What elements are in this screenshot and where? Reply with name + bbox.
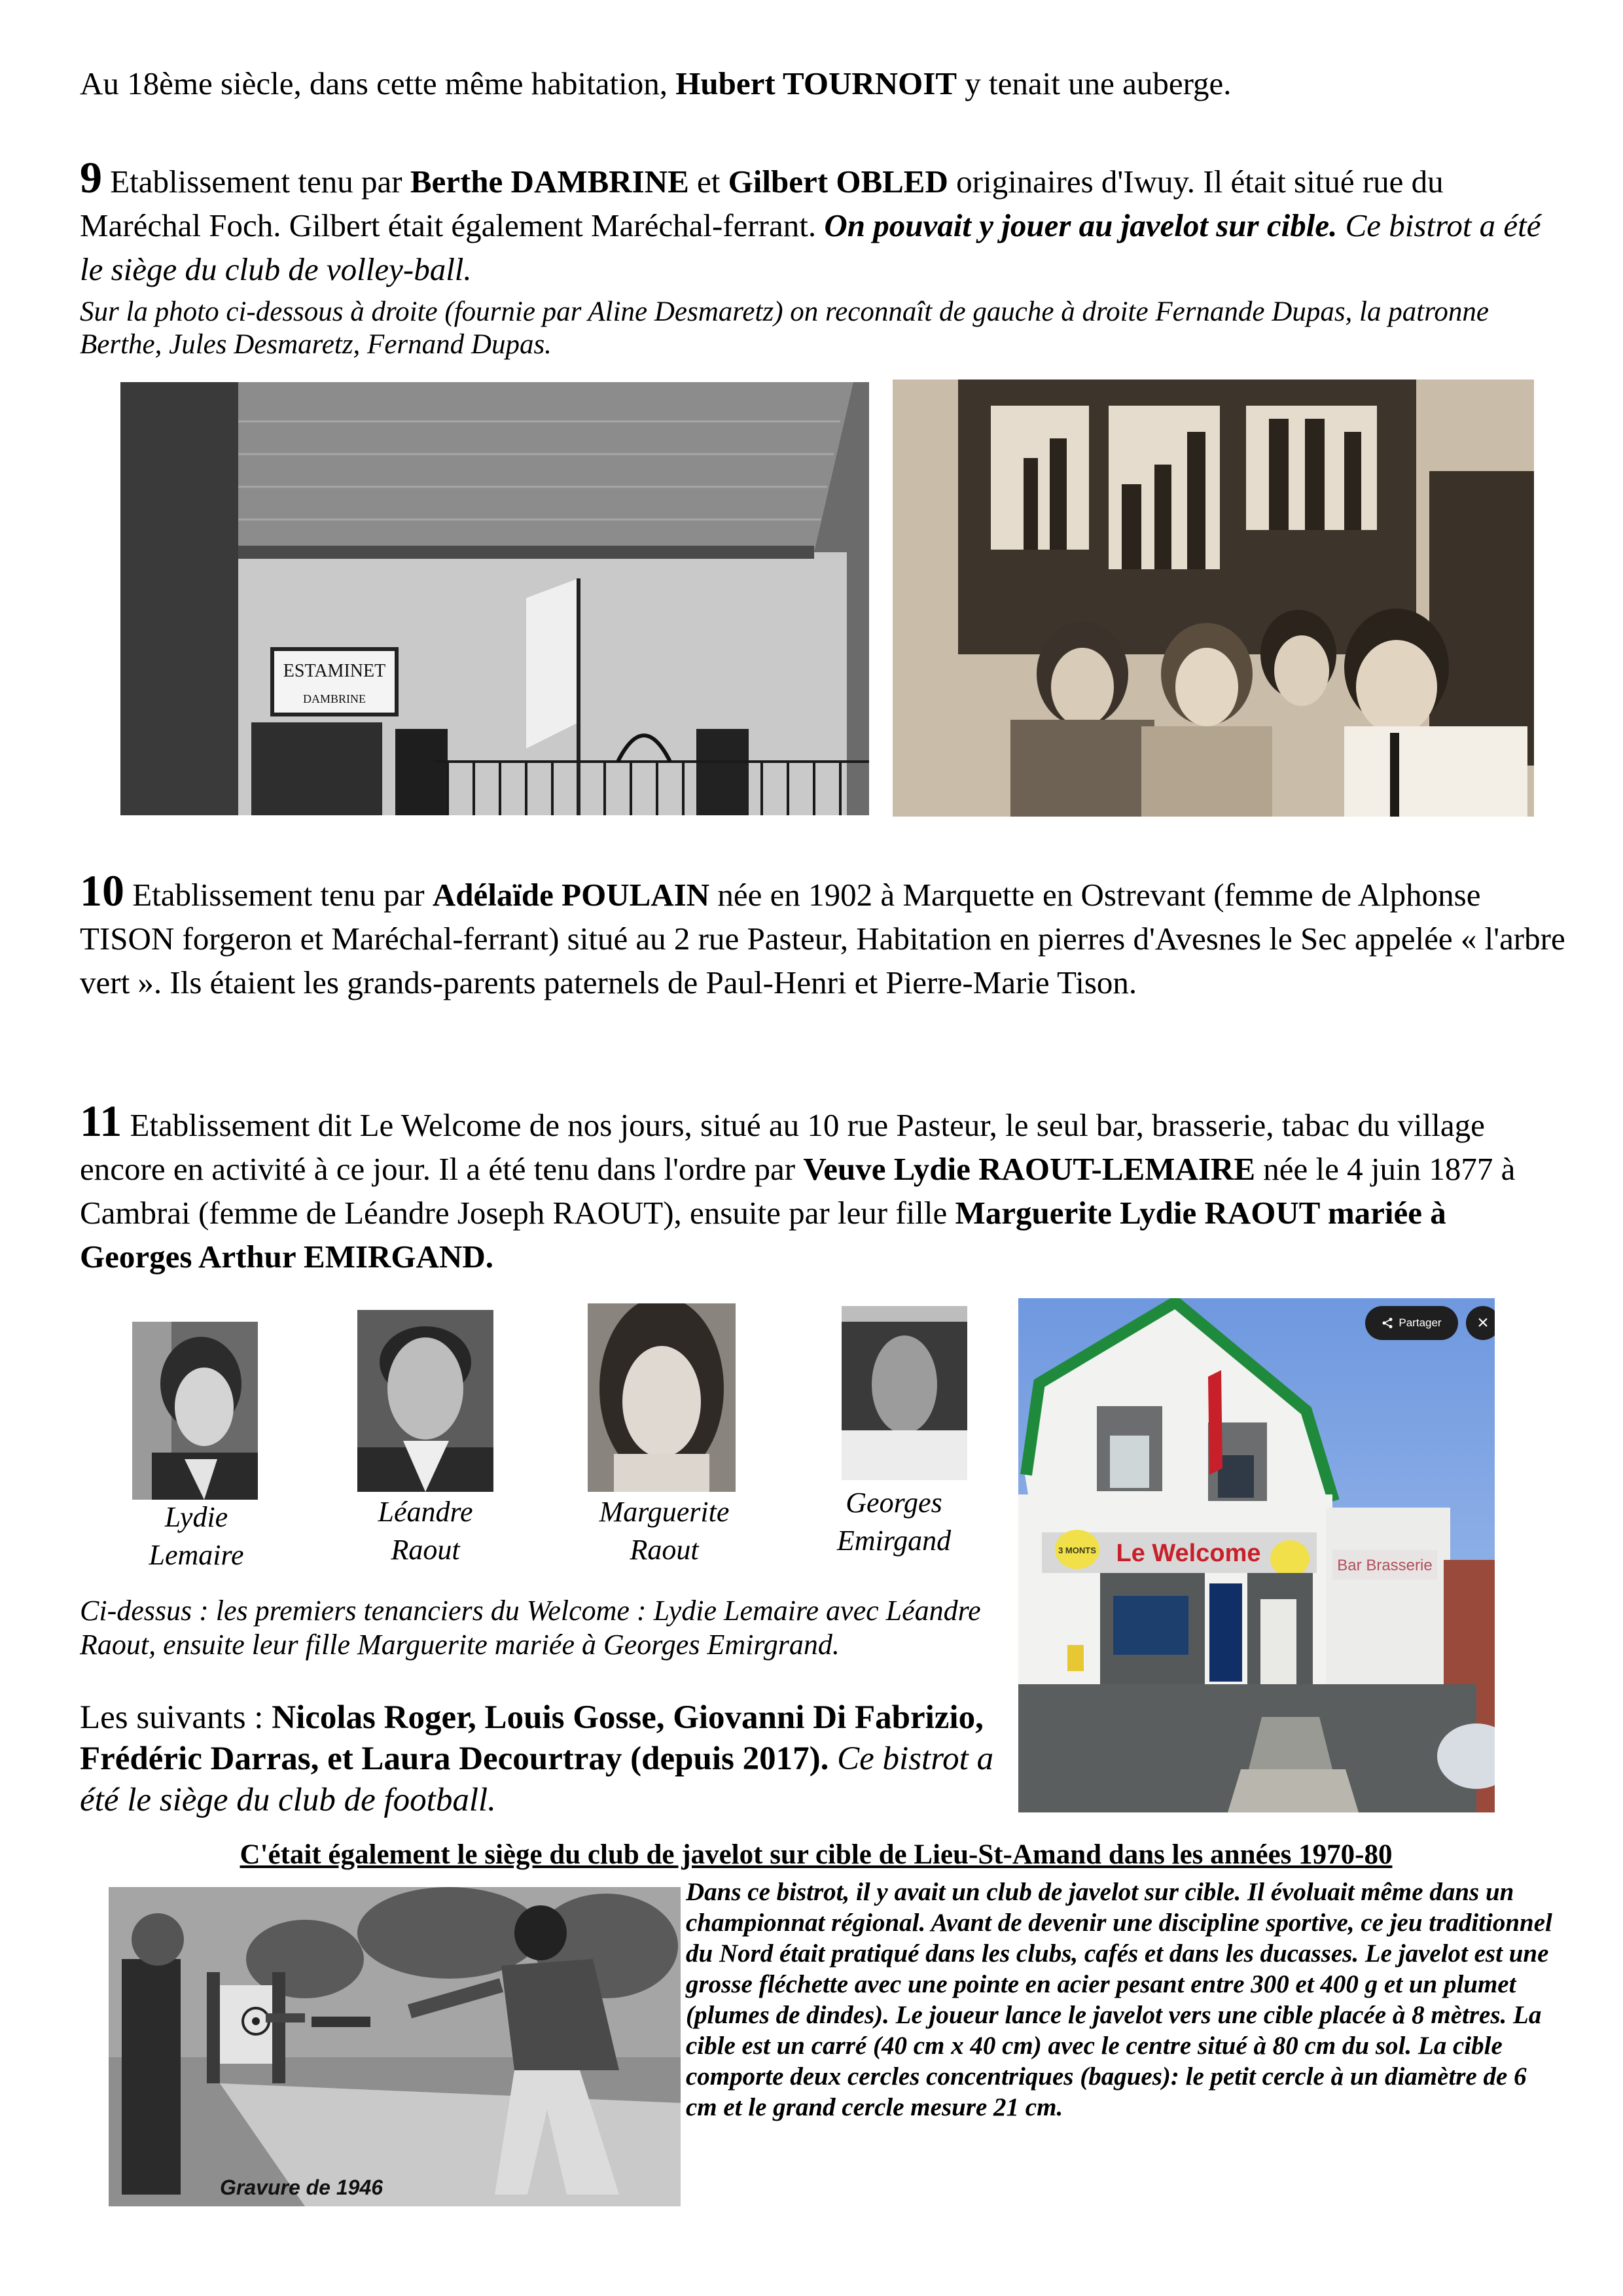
label-line: Georges xyxy=(846,1487,942,1519)
javelot-description xyxy=(686,1877,1563,2123)
intro-text-end: y tenait une auberge. xyxy=(957,65,1232,101)
portrait-georges-emirgand xyxy=(842,1306,967,1480)
portrait-lydie-lemaire xyxy=(132,1322,258,1500)
engraving-caption: Gravure de 1946 xyxy=(220,2176,383,2199)
portrait-label-lydie xyxy=(118,1498,275,1574)
portrait-leandre-raout xyxy=(357,1310,493,1492)
italic-text: Ce bistrot a été le siège du club de volley-ball. xyxy=(80,207,1541,287)
section-10-paragraph xyxy=(80,866,1565,1004)
portrait-label-georges xyxy=(809,1484,979,1560)
label-line: Raout xyxy=(391,1534,460,1566)
intro-paragraph xyxy=(80,62,1559,105)
section-number: 9 xyxy=(80,152,102,202)
section-text: née le 4 juin 1877 à Cambrai (femme de Léandre Joseph RAOUT), ensuite par leur fille xyxy=(80,1151,1516,1231)
section-text: Etablissement dit Le Welcome de nos jours, situé au 10 rue Pasteur, le seul bar, brasserie, tabac du village encore en activité à ce jour. Il a été tenu dans l'ordre par xyxy=(80,1107,1485,1187)
section-text: Etablissement tenu par xyxy=(124,877,433,913)
engraving-1946 xyxy=(109,1887,681,2206)
portrait-image xyxy=(588,1303,736,1492)
javelot-details: Avant de devenir une discipline sportive, ce jeu traditionnel du Nord était pratiqué dans les clubs, cafés et dans les ducasses. Le javelot est une grosse fléchette avec une pointe en acier pesant entre 300 et 400 g et un plumet (plumes de dindes). Le joueur lance le javelot vers une cible placée à 8 mètres. La cible est un carré (40 cm x 40 cm) avec le centre situé à 80 cm du sol. La cible comporte deux cercles concentriques (bagues): le petit cercle à un diamètre de 6 cm et le grand cercle mesure 21 cm. xyxy=(686,1909,1552,2121)
javelot-intro: Dans ce bistrot, il y avait un club de javelot sur cible. Il évoluait même dans un championnat régional. xyxy=(686,1878,1514,1937)
person-name: Marguerite Lydie RAOUT mariée à Georges Arthur EMIRGAND. xyxy=(80,1195,1446,1275)
badge-text: 3 MONTS xyxy=(1058,1545,1096,1555)
svg-text:DAMBRINE: DAMBRINE xyxy=(302,692,366,705)
portrait-image xyxy=(842,1306,967,1480)
estaminet-photo xyxy=(120,382,869,815)
welcome-sign-text: Le Welcome xyxy=(1116,1540,1261,1567)
emphasis-text: On pouvait y jouer au javelot sur cible. xyxy=(824,207,1338,243)
portrait-label-marguerite xyxy=(579,1493,749,1569)
successors-paragraph xyxy=(80,1697,1022,1821)
close-button[interactable] xyxy=(1466,1306,1495,1340)
portrait-label-leandre xyxy=(347,1493,504,1569)
share-icon xyxy=(1382,1317,1393,1329)
close-icon: × xyxy=(1477,1312,1489,1333)
portrait-image xyxy=(132,1322,258,1500)
bar-interior-illustration xyxy=(893,380,1534,817)
section-text: née en 1902 à Marquette en Ostrevant (femme de Alphonse TISON forgeron et Maréchal-ferrant) situé au 2 rue Pasteur, Habitation en pierres d'Avesnes le Sec appelée « l'arbre vert ». Ils étaient les grands-parents paternels de Paul-Henri et Pierre-Marie Tison. xyxy=(80,877,1565,1000)
successors-note: Ce bistrot a été le siège du club de football. xyxy=(80,1740,994,1818)
share-button[interactable] xyxy=(1365,1306,1458,1340)
successors-names: Nicolas Roger, Louis Gosse, Giovanni Di Fabrizio, Frédéric Darras, et Laura Decourtray (depuis 2017). xyxy=(80,1699,984,1777)
label-line: Emirgand xyxy=(836,1525,952,1557)
intro-name: Hubert TOURNOIT xyxy=(675,65,957,101)
welcome-photo xyxy=(1018,1298,1495,1812)
javelot-heading: C'était également le siège du club de javelot sur cible de Lieu-St-Amand dans les années 1970-80 xyxy=(240,1839,1393,1870)
person-name: Berthe DAMBRINE xyxy=(410,164,689,200)
share-button-label: Partager xyxy=(1399,1316,1442,1329)
red-flag xyxy=(1208,1370,1222,1475)
section-number: 10 xyxy=(80,866,124,915)
side-sign-text: Bar Brasserie xyxy=(1337,1557,1433,1574)
welcome-illustration xyxy=(1018,1298,1495,1812)
section-text: Etablissement tenu par xyxy=(102,164,410,200)
section-number: 11 xyxy=(80,1096,122,1146)
estaminet-illustration xyxy=(120,382,869,815)
intro-text: Au 18ème siècle, dans cette même habitation, xyxy=(80,65,676,101)
label-line: Lemaire xyxy=(149,1539,244,1571)
section-11-paragraph xyxy=(80,1096,1565,1279)
welcome-caption: Ci-dessus : les premiers tenanciers du Welcome : Lydie Lemaire avec Léandre Raout, ensuite leur fille Marguerite mariée à Georges Emirgrand. xyxy=(80,1595,981,1661)
section-text: originaires d'Iwuy. Il était situé rue du Maréchal Foch. Gilbert était également Maréchal-ferrant. xyxy=(80,164,1444,243)
bar-interior-photo xyxy=(893,380,1534,817)
section-9-paragraph xyxy=(80,152,1565,291)
person-name: Adélaïde POULAIN xyxy=(432,877,710,913)
portrait-marguerite-raout xyxy=(588,1303,736,1492)
label-line: Léandre xyxy=(378,1496,473,1528)
estaminet-sign-text: ESTAMINET xyxy=(283,661,386,681)
engraving-illustration xyxy=(109,1887,681,2206)
label-line: Lydie xyxy=(164,1501,228,1533)
label-line: Marguerite xyxy=(599,1496,730,1528)
successors-lead: Les suivants : xyxy=(80,1699,272,1736)
label-line: Raout xyxy=(630,1534,699,1566)
portrait-image xyxy=(357,1310,493,1492)
person-name: Veuve Lydie RAOUT-LEMAIRE xyxy=(803,1151,1256,1187)
photo-caption: Sur la photo ci-dessous à droite (fournie par Aline Desmaretz) on reconnaît de gauche à droite Fernande Dupas, la patronne Berthe, Jules Desmaretz, Fernand Dupas. xyxy=(80,296,1489,360)
section-text: et xyxy=(688,164,728,200)
person-name: Gilbert OBLED xyxy=(728,164,948,200)
